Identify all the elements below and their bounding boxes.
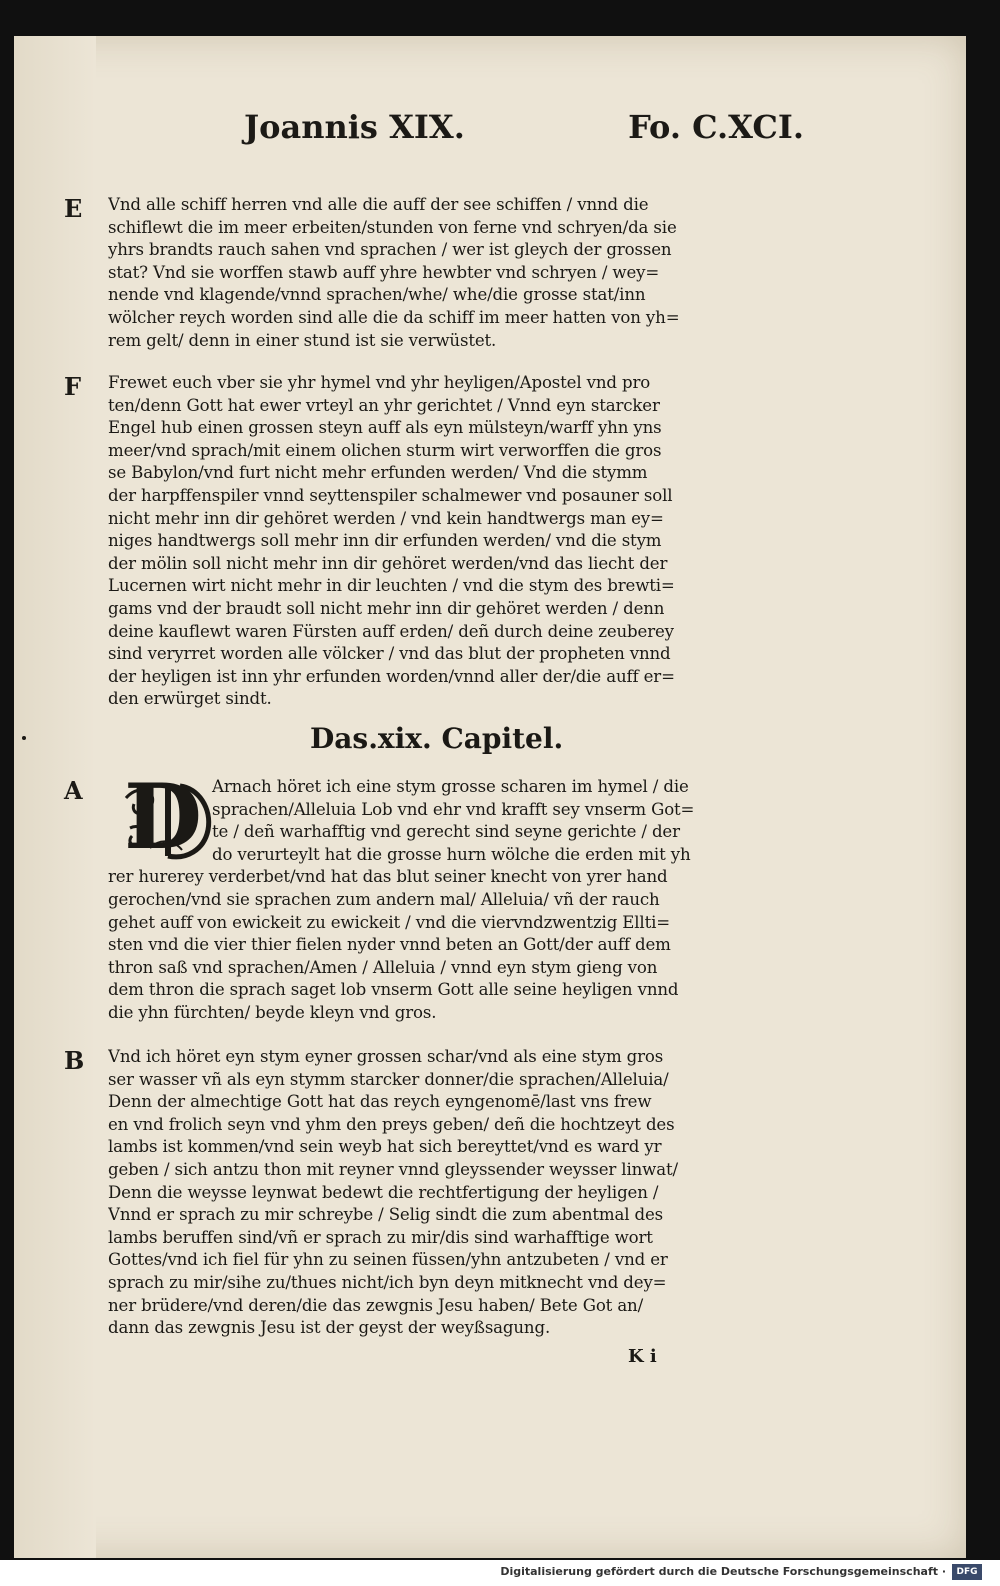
text-line: en vnd frolich seyn vnd yhm den preys geben/ deñ die hochtzeyt des: [108, 1114, 675, 1134]
paragraph-f: [108, 372, 784, 711]
text-line: die yhn fürchten/ beyde kleyn vnd gros.: [108, 1002, 437, 1022]
initial-letter: D: [124, 764, 203, 870]
footer-bar: [0, 1560, 1000, 1586]
text-line: gerochen/vnd sie sprachen zum andern mal/ Alleluia/ vñ der rauch: [108, 889, 660, 909]
text-line: dem thron die sprach saget lob vnserm Gott alle seine heyligen vnnd: [108, 980, 679, 1000]
text-line: deine kauflewt waren Fürsten auff erden/ deñ durch deine zeuberey: [108, 621, 674, 641]
catchword: K i: [628, 1346, 657, 1367]
text-line: der heyligen ist inn yhr erfunden worden/vnnd aller der/die auff er=: [108, 666, 675, 686]
text-line: ten/denn Gott hat ewer vrteyl an yhr gerichtet / Vnnd eyn starcker: [108, 395, 660, 415]
text-line: Arnach höret ich eine stym grosse scharen im hymel / die: [212, 777, 689, 796]
text-line: Lucernen wirt nicht mehr in dir leuchten / vnd die stym des brewti=: [108, 576, 675, 596]
text-line: yhrs brandts rauch sahen vnd sprachen / wer ist gleych der grossen: [108, 240, 672, 260]
text-line: sprachen/Alleluia Lob vnd ehr vnd krafft sey vnserm Got=: [212, 799, 695, 819]
text-line: Denn der almechtige Gott hat das reych eyngenomē/last vns frew: [108, 1092, 652, 1112]
margin-marker-b: B: [64, 1046, 85, 1075]
footer-credit: Digitalisierung gefördert durch die Deutsche Forschungsgemeinschaft ·: [500, 1565, 946, 1578]
text-line: gehet auff von ewickeit zu ewickeit / vnd die viervndzwentzig Ellti=: [108, 912, 671, 932]
text-line: Engel hub einen grossen steyn auff als eyn mülsteyn/warff yhn yns: [108, 418, 662, 438]
text-line: thron saß vnd sprachen/Amen / Alleluia / vnnd eyn stym gieng von: [108, 957, 658, 977]
text-line: sten vnd die vier thier fielen nyder vnnd beten an Gott/der auff dem: [108, 935, 671, 955]
text-line: nende vnd klagende/vnnd sprachen/whe/ whe/die grosse stat/inn: [108, 285, 646, 305]
text-line: ser wasser vñ als eyn stymm starcker donner/die sprachen/Alleluia/: [108, 1069, 669, 1089]
text-line: der harpffenspiler vnnd seyttenspiler schalmewer vnd posauner soll: [108, 485, 673, 505]
text-line: lambs ist kommen/vnd sein weyb hat sich bereyttet/vnd es ward yr: [108, 1137, 662, 1157]
ink-speck: [22, 736, 26, 740]
text-line: den erwürget sindt.: [108, 689, 272, 709]
text-line: rer hurerey verderbet/vnd hat das blut seiner knecht von yrer hand: [108, 867, 668, 887]
text-line: nicht mehr inn dir gehöret werden / vnd kein handtwergs man ey=: [108, 508, 664, 528]
text-line: Denn die weysse leynwat bedewt die rechtfertigung der heyligen /: [108, 1182, 659, 1202]
text-line: Vnnd er sprach zu mir schreybe / Selig sindt die zum abentmal des: [108, 1205, 664, 1225]
margin-marker-a: A: [64, 776, 83, 805]
text-line: lambs beruffen sind/vñ er sprach zu mir/dis sind warhafftige wort: [108, 1227, 653, 1247]
text-line: meer/vnd sprach/mit einem olichen sturm wirt verworffen die gros: [108, 440, 662, 460]
text-line: gams vnd der braudt soll nicht mehr inn dir gehöret werden / denn: [108, 598, 665, 618]
text-line: Frewet euch vber sie yhr hymel vnd yhr heyligen/Apostel vnd pro: [108, 373, 651, 392]
text-line: dann das zewgnis Jesu ist der geyst der weyßsagung.: [108, 1318, 551, 1338]
paragraph-b: [108, 1046, 784, 1340]
text-line: te / deñ warhafftig vnd gerecht sind seyne gerichte / der: [212, 822, 680, 842]
text-line: schiflewt die im meer erbeiten/stunden von ferne vnd schryen/da sie: [108, 217, 677, 237]
running-head-book: Joannis XIX.: [244, 108, 465, 146]
text-line: Vnd alle schiff herren vnd alle die auff der see schiffen / vnnd die: [108, 195, 649, 214]
text-line: do verurteylt hat die grosse hurn wölche die erden mit yh: [212, 844, 691, 864]
running-head: [244, 108, 804, 154]
text-line: wölcher reych worden sind alle die da schiff im meer hatten von yh=: [108, 307, 680, 327]
paragraph-e: [108, 194, 784, 352]
chapter-heading: Das.xix. Capitel.: [310, 722, 564, 755]
text-line: rem gelt/ denn in einer stund ist sie verwüstet.: [108, 330, 497, 350]
text-line: sind veryrret worden alle völcker / vnd das blut der propheten vnnd: [108, 644, 671, 664]
text-line: geben / sich antzu thon mit reyner vnnd gleyssender weysser linwat/: [108, 1159, 678, 1179]
text-line: ner brüdere/vnd deren/die das zewgnis Jesu haben/ Bete Got an/: [108, 1295, 644, 1315]
dfg-logo-icon: DFG: [952, 1564, 982, 1580]
text-line: stat? Vnd sie worffen stawb auff yhre hewbter vnd schryen / wey=: [108, 262, 660, 282]
text-line: Gottes/vnd ich fiel für yhn zu seinen füssen/yhn antzubeten / vnd er: [108, 1250, 668, 1270]
running-head-folio: Fo. C.XCI.: [628, 108, 804, 146]
margin-marker-e: E: [64, 194, 83, 223]
text-line: sprach zu mir/sihe zu/thues nicht/ich byn deyn mitknecht vnd dey=: [108, 1272, 667, 1292]
text-line: der mölin soll nicht mehr inn dir gehöret werden/vnd das liecht der: [108, 553, 668, 573]
text-line: se Babylon/vnd furt nicht mehr erfunden werden/ Vnd die stymm: [108, 463, 648, 483]
margin-marker-f: F: [64, 372, 82, 401]
text-line: niges handtwergs soll mehr inn dir erfunden werden/ vnd die stym: [108, 531, 662, 551]
text-line: Vnd ich höret eyn stym eyner grossen schar/vnd als eine stym gros: [108, 1047, 664, 1066]
paragraph-a: [108, 776, 784, 1025]
